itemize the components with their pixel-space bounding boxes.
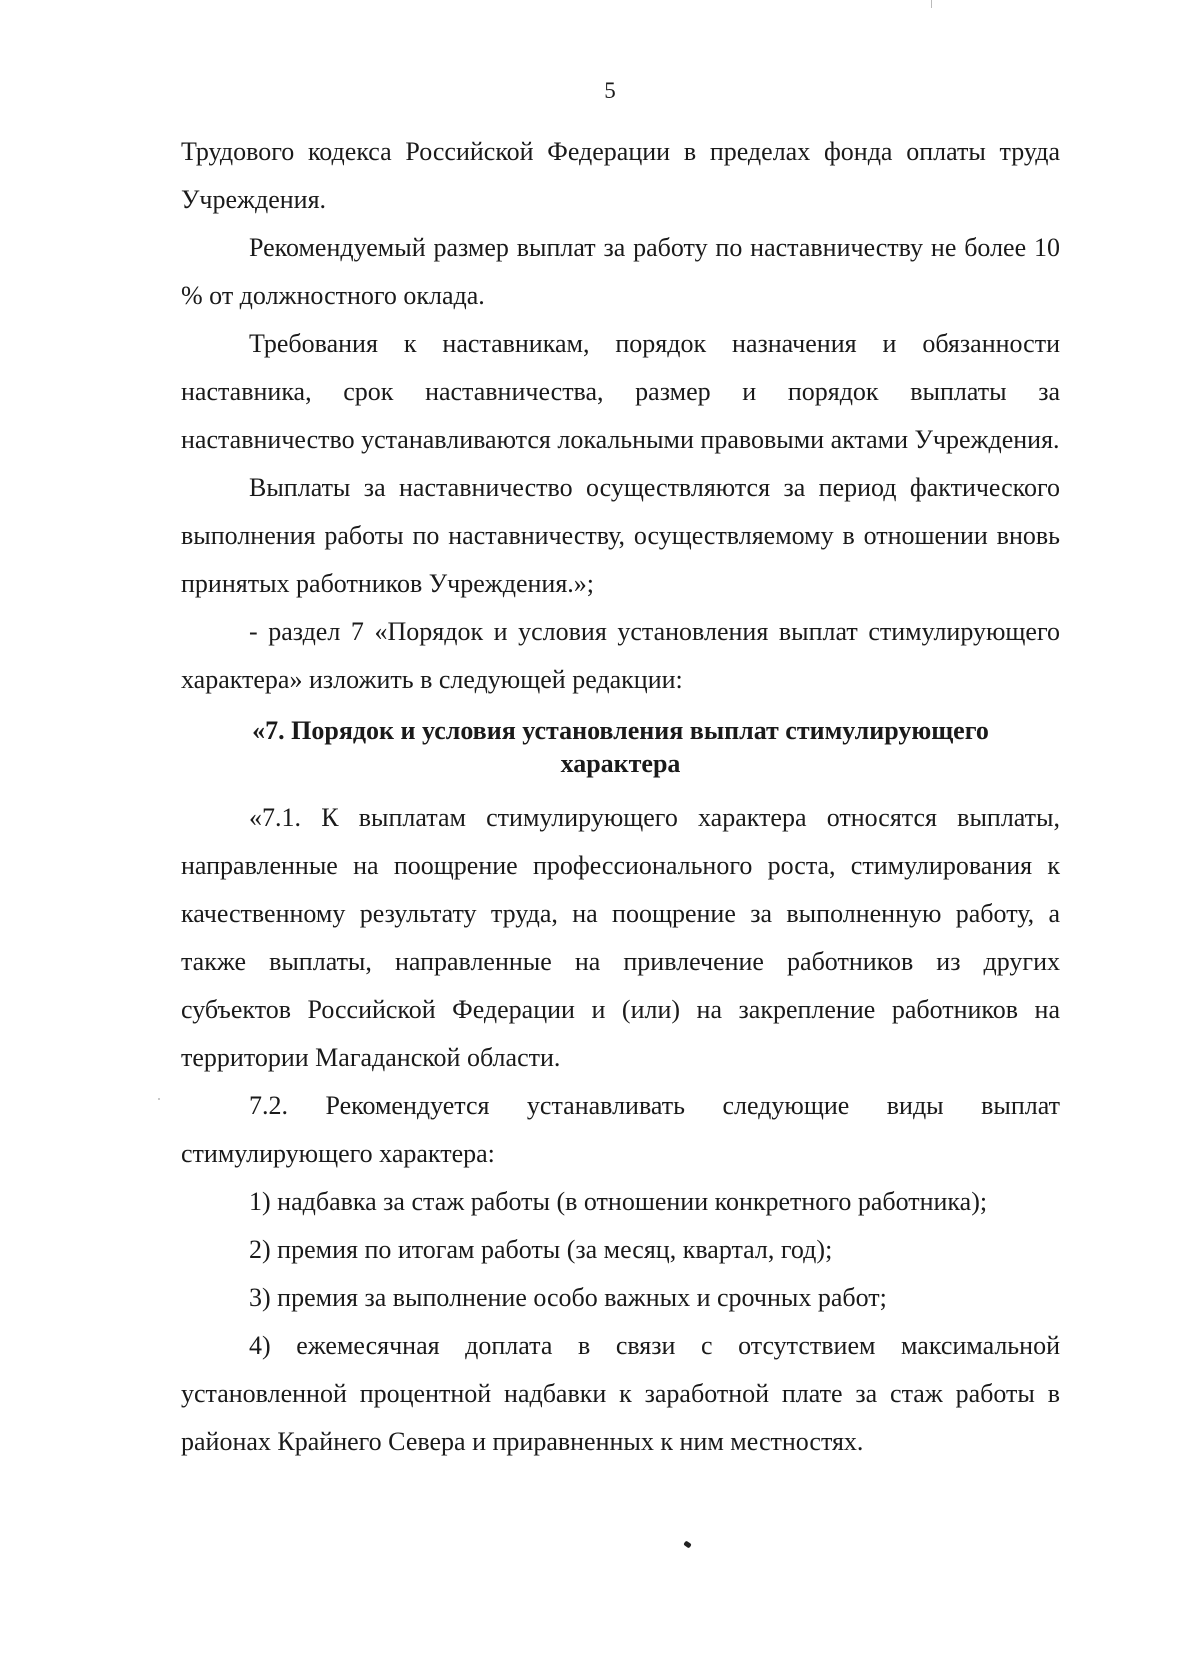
list-item: 1) надбавка за стаж работы (в отношении конкретного работника); [249, 1187, 988, 1216]
paragraph-mentoring-amount: Рекомендуемый размер выплат за работу по наставничеству не более 10 % от должностного оклада. [181, 233, 1060, 310]
paragraph-mentoring-payments: Выплаты за наставничество осуществляются за период фактического выполнения работы по наставничеству, осуществляемому в отношении вновь принятых работников Учреждения.»; [181, 473, 1060, 598]
paragraph-section-7-amendment: - раздел 7 «Порядок и условия установления выплат стимулирующего характера» изложить в следующей редакции: [181, 617, 1060, 694]
document-body [181, 128, 1060, 1466]
page-number: 5 [604, 78, 616, 103]
list-item: 4) ежемесячная доплата в связи с отсутствием максимальной установленной процентной надбавки к заработной плате за стаж работы в районах Крайнего Севера и приравненных к ним местностях. [181, 1331, 1060, 1456]
scan-artifact-dot [158, 1098, 160, 1100]
section-heading-line-2: характера [560, 749, 681, 778]
scan-artifact-mark [683, 1540, 692, 1548]
clause-7-1: «7.1. К выплатам стимулирующего характера относятся выплаты, направленные на поощрение профессионального роста, стимулирования к качественному результату труда, на поощрение за выполненную работу, а также выплаты, направленные на привлечение работников из других субъектов Российской Федерации и (или) на закрепление работников на территории Магаданской области. [181, 803, 1060, 1072]
section-heading-line-1: «7. Порядок и условия установления выплат стимулирующего [252, 716, 989, 745]
clause-7-2: 7.2. Рекомендуется устанавливать следующие виды выплат стимулирующего характера: [181, 1091, 1060, 1168]
list-item: 2) премия по итогам работы (за месяц, квартал, год); [249, 1235, 833, 1264]
section-heading [181, 704, 1060, 794]
list-item: 3) премия за выполнение особо важных и срочных работ; [249, 1283, 887, 1312]
scan-artifact-line [931, 0, 932, 8]
paragraph-mentor-requirements: Требования к наставникам, порядок назначения и обязанности наставника, срок наставничества, размер и порядок выплаты за наставничество устанавливаются локальными правовыми актами Учреждения. [181, 329, 1060, 454]
paragraph-continuation: Трудового кодекса Российской Федерации в пределах фонда оплаты труда Учреждения. [181, 137, 1060, 214]
